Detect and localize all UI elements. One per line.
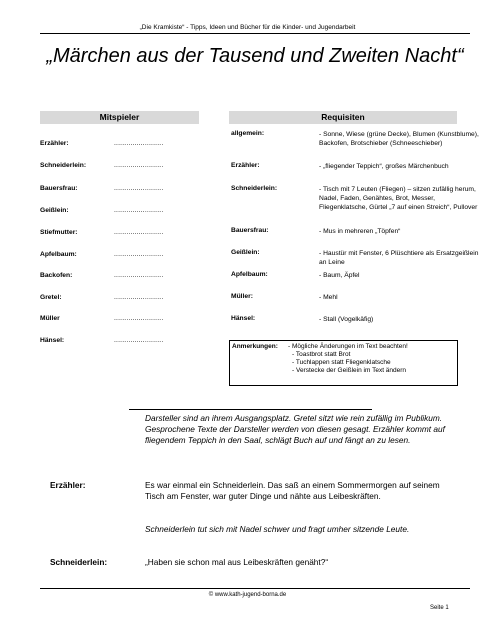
- document-title: „Märchen aus der Tausend und Zweiten Nacht“: [46, 45, 464, 67]
- props-heading: Requisiten: [229, 111, 457, 124]
- page-number: Seite 1: [430, 605, 449, 611]
- stage-direction: Schneiderlein tut sich mit Nadel schwer und fragt umher sitzende Leute.: [145, 524, 410, 534]
- note-item: - Verstecke der Geißlein im Text ändern: [292, 367, 407, 374]
- footer-site: © www.kath-jugend-borna.de: [208, 592, 287, 598]
- note-item: - Toastbrot statt Brot: [292, 351, 351, 358]
- speaker-label: Erzähler:: [50, 480, 86, 490]
- cast-heading: Mitspieler: [40, 111, 199, 124]
- page-header: „Die Kramkiste“ - Tipps, Ideen und Bücher für die Kinder- und Jugendarbeit: [139, 24, 356, 31]
- notes-label: Anmerkungen:: [232, 343, 278, 350]
- stage-direction: Darsteller sind an ihrem Ausgangsplatz. Gretel sitzt wie rein zufällig im Publikum. Gesprochene Texte der Darsteller werden von diesen gesagt. Erzähler kommt auf fliegendem Teppich in den Saal, schlägt Buch auf und fängt an zu lesen.: [145, 413, 445, 445]
- props-list: allgemein: - Sonne, Wiese (grüne Decke), Blumen (Kunstblume), Backofen, Brotschieber (Schneeschieber) Erzähler: - „fliegender Teppich“, großes Märchenbuch Schneiderlein: - Tisch mit 7 Leuten (Fliegen) – sitzen zufällig herum, Nadel, Faden, Genähtes, Brot, Messer, Fliegenklatsche, Gürtel „7 auf einen Streich“, Pullover Bauersfrau: - Mus in mehreren „Töpfen“ Geißlein: - Haustür mit Fenster, 6 Plüschtiere als Ersatzgeißlein an Leine Apfelbaum: - Baum, Äpfel Müller: - Mehl Hänsel: - Stall (Vogelkäfig): [231, 130, 479, 323]
- notes-box: [229, 340, 458, 386]
- section-rule: [129, 409, 372, 410]
- note-item: - Mögliche Änderungen im Text beachten!: [288, 343, 408, 350]
- footer-rule: [40, 588, 470, 589]
- speaker-label: Schneiderlein:: [50, 557, 108, 567]
- note-item: - Tuchlappen statt Fliegenklatsche: [292, 359, 391, 366]
- notes-items: [288, 343, 456, 375]
- cast-list: Erzähler: ........................ Schneiderlein: ........................ Bauersfrau: ........................ Geißlein: ........................ Stiefmutter: ........................ Apfelbaum: ........................ Backofen: ........................ Gretel: ........................ Müller ........................ Hänsel: ........................: [40, 140, 164, 344]
- dialogue-line: „Haben sie schon mal aus Leibeskräften genäht?“: [145, 557, 329, 567]
- dialogue-line: Es war einmal ein Schneiderlein. Das saß an einem Sommermorgen auf seinem Tisch am Fenster, war guter Dinge und nähte aus Leibeskräften.: [145, 480, 440, 501]
